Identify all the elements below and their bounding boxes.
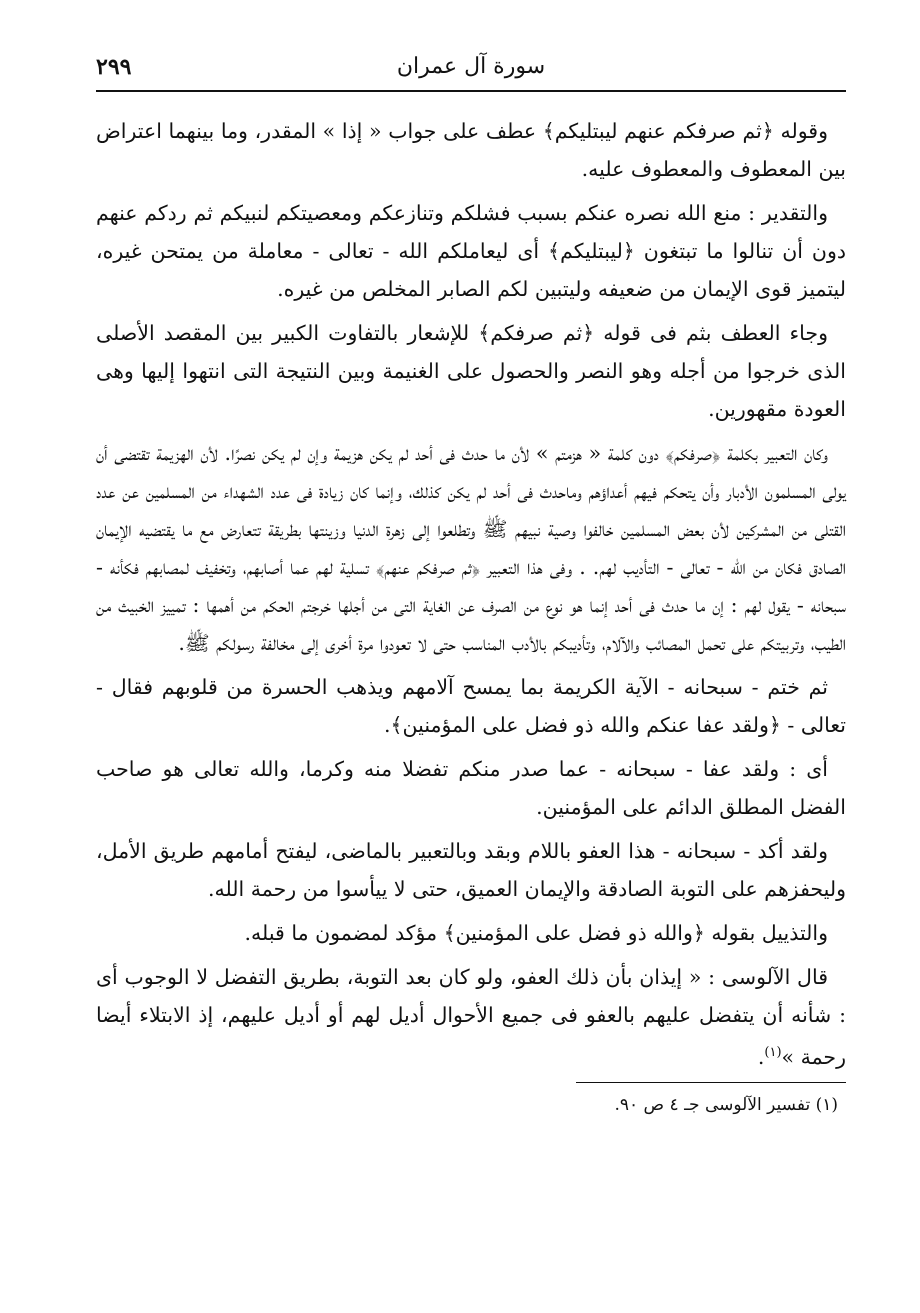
paragraph <box>96 958 846 1076</box>
paragraph: وجاء العطف بثم فى قوله ﴿ثم صرفكم﴾ للإشعار بالتفاوت الكبير بين المقصد الأصلى الذى خرجوا من أجله وهو النصر والحصول على الغنيمة وبين النتيجة التى انتهوا إليها وهى العودة مقهورين. <box>96 321 846 421</box>
paragraph: وكان التعبير بكلمة ﴿صرفكم﴾ دون كلمة « هزمتم » لأن ما حدث فى أحد لم يكن هزيمة وإن لم يكن نصرًا. لأن الهزيمة تقتضى أن يولى المسلمون الأدبار وأن يتحكم فيهم أعداؤهم وماحدث فى أحد لم يكن كذلك، وإنما كان زيادة فى عدد الشهداء من المسلمين عن عدد القتلى من المشركين لأن بعض المسلمين خالفوا وصية نبيهم ﷺ وتطلعوا إلى زهرة الدنيا وزينتها بطريقة تتعارض مع ما يقتضيه الإيمان الصادق فكان من الله - تعالى - التأديب لهم. . وفى هذا التعبير ﴿ثم صرفكم عنهم﴾ تسلية لهم عما أصابهم، وتخفيف لمصابهم فكأنه - سبحانه - يقول لهم : إن ما حدث فى أحد إنما هو نوع من الصرف عن الغاية التى من أجلها خرجتم الحكم من أهمها : تمييز الخبيث من الطيب، وتربيتكم على تحمل المصائب والآلام، وتأديبكم بالأدب المناسب حتى لا تعودوا مرة أخرى إلى مخالفة رسولكم ﷺ. <box>96 441 846 655</box>
paragraph: أى : ولقد عفا - سبحانه - عما صدر منكم تفضلا منه وكرما، والله تعالى هو صاحب الفضل المطلق الدائم على المؤمنين. <box>96 757 846 819</box>
paragraph: والتذييل بقوله ﴿والله ذو فضل على المؤمنين﴾ مؤكد لمضمون ما قبله. <box>244 921 828 945</box>
page-header <box>96 52 846 92</box>
book-page <box>96 52 846 1119</box>
quote-text: قال الآلوسى : « إيذان بأن ذلك العفو، ولو كان بعد التوبة، بطريق التفضل لا الوجوب أى : شأنه أن يتفضل عليهم بالعفو فى جميع الأحوال أديل لهم أو أديل عليهم، إذ الابتلاء أيضا رحمة » <box>96 965 846 1069</box>
page-number: ٢٩٩ <box>96 54 132 80</box>
paragraph: ثم ختم - سبحانه - الآية الكريمة بما يمسح آلامهم ويذهب الحسرة من قلوبهم فقال - تعالى - ﴿ولقد عفا عنكم والله ذو فضل على المؤمنين﴾. <box>96 675 846 737</box>
footnote-marker: (١) <box>764 1045 782 1060</box>
paragraph: ولقد أكد - سبحانه - هذا العفو باللام وبقد وبالتعبير بالماضى، ليفتح أمامهم طريق الأمل، وليحفزهم على التوبة الصادقة والإيمان العميق، حتى لا ييأسوا من رحمة الله. <box>96 839 846 901</box>
page-body <box>96 112 846 1076</box>
paragraph: وقوله ﴿ثم صرفكم عنهم ليبتليكم﴾ عطف على جواب « إذا » المقدر، وما بينهما اعتراض بين المعطوف والمعطوف عليه. <box>96 119 846 181</box>
footnote-divider <box>576 1082 846 1083</box>
surah-title: سورة آل عمران <box>396 54 546 79</box>
footnote: (١) تفسير الآلوسى جـ ٤ ص ٩٠. <box>614 1094 838 1115</box>
paragraph: والتقدير : منع الله نصره عنكم بسبب فشلكم وتنازعكم ومعصيتكم لنبيكم ثم ردكم عنهم دون أن تنالوا ما تبتغون ﴿ليبتليكم﴾ أى ليعاملكم الله - تعالى - معاملة من يمتحن غيره، ليتميز قوى الإيمان من ضعيفه وليتبين لكم الصابر المخلص من غيره. <box>96 201 846 301</box>
sentence-end: . <box>757 1044 765 1069</box>
